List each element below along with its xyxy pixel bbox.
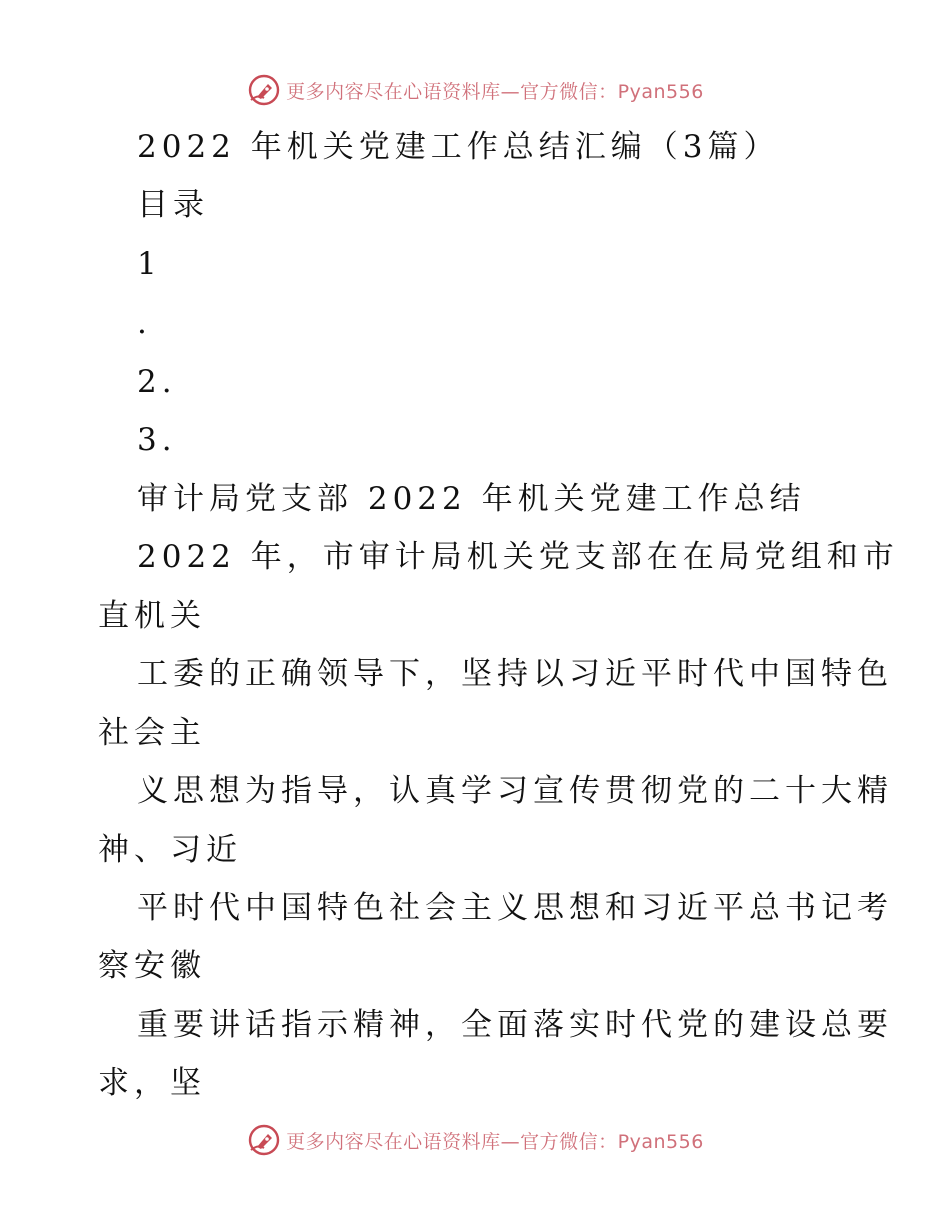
header-banner	[0, 70, 950, 110]
toc-item: 3.	[137, 422, 177, 458]
banner-text: 更多内容尽在心语资料库—官方微信：Pyan556	[286, 1130, 704, 1153]
toc-heading: 目录	[137, 187, 209, 223]
footer-banner	[0, 1120, 950, 1160]
paragraph-line: 义思想为指导，认真学习宣传贯彻党的二十大精	[137, 773, 893, 809]
paragraph-line: 2022 年，市审计局机关党支部在在局党组和市	[137, 539, 899, 575]
section-title: 审计局党支部 2022 年机关党建工作总结	[137, 481, 806, 517]
pen-nib-logo-icon	[246, 1122, 282, 1158]
paragraph-line: 重要讲话指示精神，全面落实时代党的建设总要	[137, 1007, 893, 1043]
paragraph-line: 直机关	[98, 598, 206, 634]
document-title: 2022 年机关党建工作总结汇编（3篇）	[137, 129, 780, 165]
toc-item: 1	[137, 246, 162, 282]
banner-text: 更多内容尽在心语资料库—官方微信：Pyan556	[286, 80, 704, 103]
paragraph-line: 平时代中国特色社会主义思想和习近平总书记考	[137, 890, 893, 926]
paragraph-line: 社会主	[98, 715, 206, 751]
toc-item: .	[137, 305, 152, 341]
pen-nib-logo-icon	[246, 72, 282, 108]
toc-item: 2.	[137, 364, 177, 400]
paragraph-line: 工委的正确领导下，坚持以习近平时代中国特色	[137, 656, 893, 692]
paragraph-line: 求，坚	[98, 1065, 206, 1101]
paragraph-line: 神、习近	[98, 832, 242, 868]
paragraph-line: 察安徽	[98, 948, 206, 984]
